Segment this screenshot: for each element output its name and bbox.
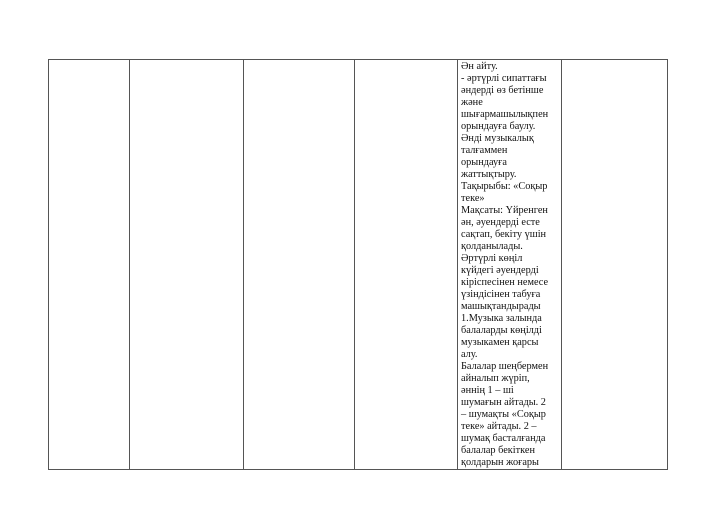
activity-text [458,60,561,469]
text-line: әннің 1 – ші [461,385,514,396]
text-line: машықтандырады [461,301,541,312]
table-cell-4 [355,60,458,470]
text-line: үзіндісінен табуға [461,289,541,300]
text-line: қолдарын жоғары [461,457,539,468]
text-line: әндерді өз бетінше [461,85,544,96]
text-line: айналып жүріп, [461,373,530,384]
text-line: теке» айтады. 2 – [461,421,537,432]
text-line: Ән айту. [461,61,498,72]
table-cell-activity [458,60,562,470]
text-line: музыкамен қарсы [461,337,539,348]
text-line: орындауға баулу. [461,121,536,132]
text-line: балаларды көңілді [461,325,542,336]
text-line: – шумақты «Соқыр [461,409,546,420]
text-line: алу. [461,349,478,360]
table-cell-1 [49,60,130,470]
text-line: Тақырыбы: «Соқыр [461,181,548,192]
lesson-plan-table [48,59,668,470]
text-line: - әртүрлі сипаттағы [461,73,547,84]
text-line: шумағын айтады. 2 [461,397,546,408]
text-line: сақтап, бекіту үшін [461,229,547,240]
table-cell-3 [244,60,355,470]
text-line: балалар бекіткен [461,445,535,456]
table-cell-2 [130,60,244,470]
text-line: теке» [461,193,485,204]
text-line: шумақ басталғанда [461,433,546,444]
text-line: орындауға [461,157,507,168]
text-line: қолданылады. [461,241,523,252]
text-line: кіріспесінен немесе [461,277,549,288]
text-line: жаттықтыру. [461,169,517,180]
table-row [49,60,668,470]
text-line: Мақсаты: Үйренген [461,205,548,216]
text-line: күйдегі әуендерді [461,265,539,276]
text-line: шығармашылықпен [461,109,549,120]
text-line: 1.Музыка залында [461,313,542,324]
text-line: ән, әуендерді есте [461,217,540,228]
text-line: және [461,97,483,108]
text-line: талғаммен [461,145,508,156]
text-line: Әртүрлі көңіл [461,253,523,264]
table-cell-6 [562,60,668,470]
text-line: Әнді музыкалық [461,133,534,144]
text-line: Балалар шеңбермен [461,361,549,372]
